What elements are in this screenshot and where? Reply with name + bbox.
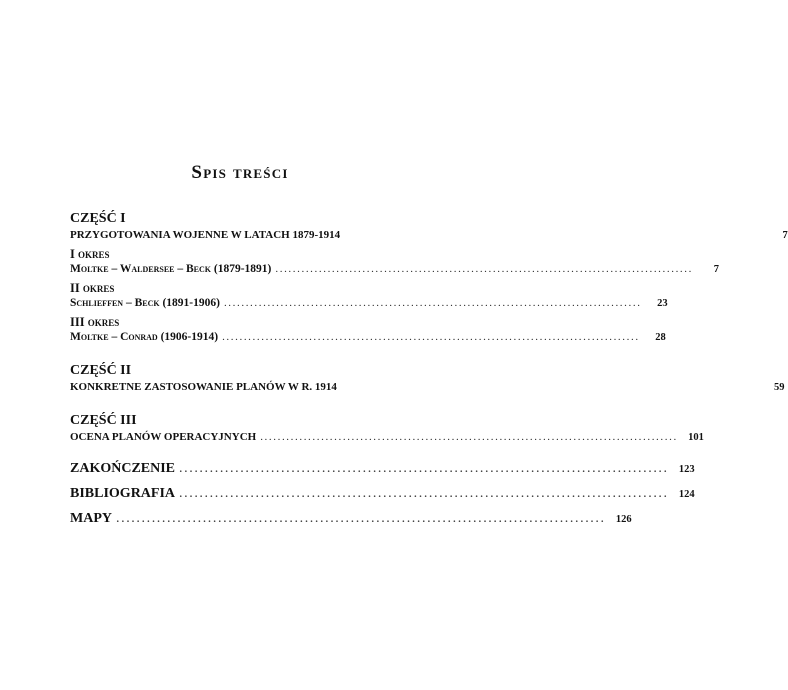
okres-1-heading: I okres (70, 247, 110, 261)
dot-leader: ................................................................................................ (116, 511, 606, 526)
toc-entry-text: OCENA PLANÓW OPERACYJNYCH (70, 431, 257, 443)
toc-entry-text: ZAKOŃCZENIE (70, 461, 176, 476)
dot-leader: ................................................................................................ (179, 461, 669, 476)
toc-entry-zakonczenie[interactable] (70, 460, 695, 479)
page-number: 23 (657, 298, 668, 309)
page-number: 7 (782, 230, 788, 241)
toc-entry-okres-3[interactable] (70, 330, 666, 345)
toc-entry-part-2[interactable] (70, 380, 785, 395)
toc-entry-bibliografia[interactable] (70, 485, 695, 504)
dot-leader: ................................................................................................ (275, 263, 693, 275)
toc-entry-okres-1[interactable] (70, 262, 719, 277)
part-1-heading: CZĘŚĆ I (70, 211, 126, 226)
page-number: 7 (713, 264, 719, 275)
page-number: 59 (774, 382, 785, 393)
okres-2-heading: II okres (70, 281, 115, 295)
page-title: Spis treści (191, 162, 289, 183)
toc-entry-text: Moltke – Waldersee – Beck (1879-1891) (70, 263, 272, 275)
page-number: 28 (655, 332, 666, 343)
page-number: 101 (688, 432, 704, 443)
page-number: 123 (678, 464, 695, 475)
toc-entry-part-1[interactable] (70, 228, 788, 243)
table-of-contents (70, 211, 788, 529)
toc-entry-text: BIBLIOGRAFIA (70, 486, 176, 501)
toc-entry-text: PRZYGOTOWANIA WOJENNE W LATACH 1879-1914 (70, 229, 341, 241)
toc-entry-text: Moltke – Conrad (1906-1914) (70, 331, 219, 343)
page-number: 126 (615, 514, 632, 525)
dot-leader: ................................................................................................ (222, 331, 640, 343)
okres-3-heading: III okres (70, 315, 120, 329)
toc-entry-text: Schlieffen – Beck (1891-1906) (70, 297, 220, 309)
dot-leader: ................................................................................................ (260, 431, 678, 443)
part-3-heading: CZĘŚĆ III (70, 413, 137, 428)
dot-leader: ................................................................................................ (223, 297, 642, 309)
page-number: 124 (678, 489, 695, 500)
toc-entry-part-3[interactable] (70, 430, 704, 445)
toc-entry-okres-2[interactable] (70, 296, 668, 311)
part-2-heading: CZĘŚĆ II (70, 363, 132, 378)
toc-entry-mapy[interactable] (70, 510, 632, 529)
toc-entry-text: KONKRETNE ZASTOSOWANIE PLANÓW W R. 1914 (70, 381, 337, 393)
dot-leader: ................................................................................................ (179, 486, 669, 501)
toc-entry-text: MAPY (70, 511, 112, 526)
